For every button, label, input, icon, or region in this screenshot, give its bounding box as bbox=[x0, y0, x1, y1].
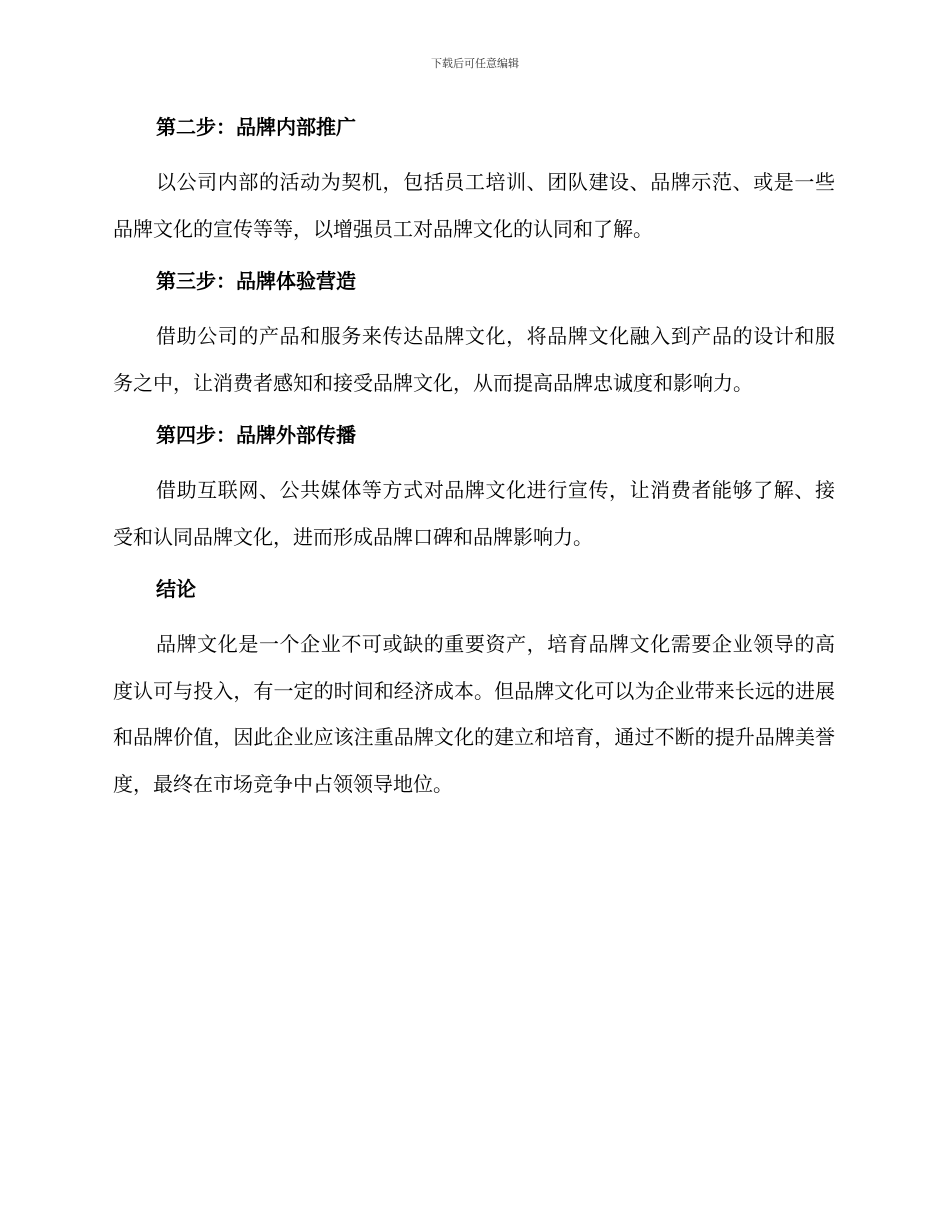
section-heading-step-2: 第二步：品牌内部推广 bbox=[156, 115, 356, 139]
section-paragraph-step-4: 借助互联网、公共媒体等方式对品牌文化进行宣传，让消费者能够了解、接受和认同品牌文化，进而形成品牌口碑和品牌影响力。 bbox=[113, 478, 835, 549]
section-paragraph-step-3: 借助公司的产品和服务来传达品牌文化，将品牌文化融入到产品的设计和服务之中，让消费者感知和接受品牌文化，从而提高品牌忠诚度和影响力。 bbox=[113, 324, 835, 395]
section-paragraph-conclusion: 品牌文化是一个企业不可或缺的重要资产，培育品牌文化需要企业领导的高度认可与投入，有一定的时间和经济成本。但品牌文化可以为企业带来长远的进展和品牌价值，因此企业应该注重品牌文化的建立和培育，通过不断的提升品牌美誉度，最终在市场竞争中占领领导地位。 bbox=[113, 632, 835, 796]
document-body bbox=[113, 110, 835, 819]
page-header-note: 下载后可任意编辑 bbox=[431, 57, 519, 70]
section-heading-step-3: 第三步：品牌体验营造 bbox=[156, 269, 356, 293]
section-heading-conclusion: 结论 bbox=[156, 577, 196, 601]
section-paragraph-step-2: 以公司内部的活动为契机，包括员工培训、团队建设、品牌示范、或是一些品牌文化的宣传等等，以增强员工对品牌文化的认同和了解。 bbox=[113, 170, 835, 241]
section-heading-step-4: 第四步：品牌外部传播 bbox=[156, 423, 356, 447]
